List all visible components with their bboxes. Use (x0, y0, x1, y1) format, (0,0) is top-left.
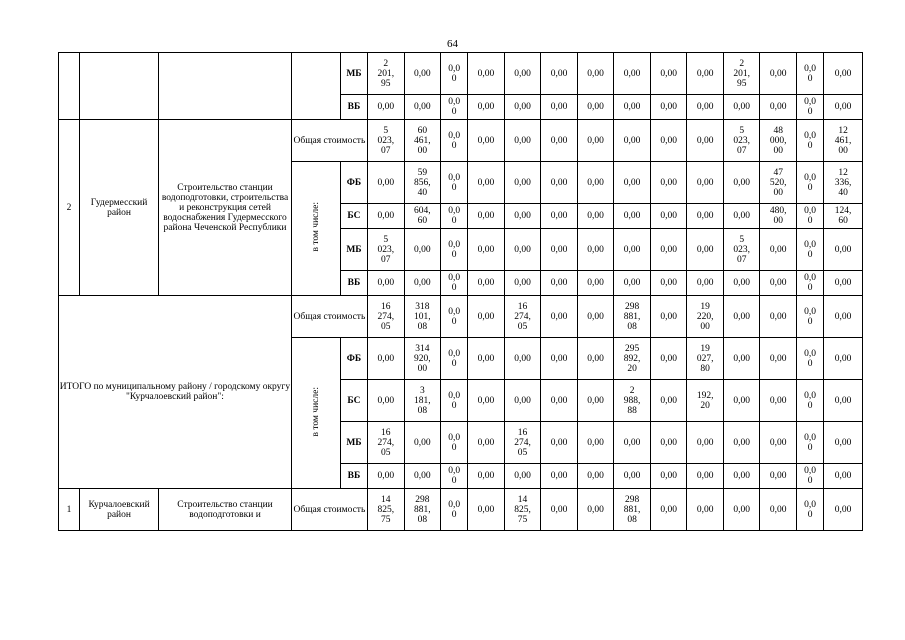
value-cell: 0,00 (760, 296, 797, 338)
value-cell: 0,00 (650, 464, 687, 489)
value-cell: 0,00 (614, 464, 651, 489)
value-cell: 0,00 (577, 53, 614, 95)
value-cell: 0,00 (614, 120, 651, 162)
value-cell: 0,00 (368, 338, 405, 380)
value-cell: 0,00 (541, 489, 578, 531)
value-cell: 60 461, 00 (404, 120, 441, 162)
value-cell: 0,00 (504, 204, 541, 229)
value-cell: 0,00 (723, 422, 760, 464)
value-cell: 0,00 (824, 422, 863, 464)
value-cell: 0,0 0 (441, 338, 468, 380)
value-cell: 0,00 (723, 162, 760, 204)
value-cell: 2 201, 95 (723, 53, 760, 95)
value-cell: 0,00 (723, 338, 760, 380)
value-cell: 0,00 (404, 271, 441, 296)
value-cell: 0,0 0 (797, 296, 824, 338)
table-row (59, 489, 863, 531)
fund-label: ВБ (340, 464, 367, 489)
value-cell: 0,00 (468, 338, 505, 380)
empty-cell (59, 53, 80, 120)
value-cell: 0,00 (504, 229, 541, 271)
including-label: в том числе: (310, 386, 321, 437)
value-cell: 0,00 (614, 95, 651, 120)
value-cell: 0,00 (404, 53, 441, 95)
value-cell: 0,0 0 (797, 162, 824, 204)
value-cell: 0,00 (468, 162, 505, 204)
value-cell: 0,0 0 (441, 380, 468, 422)
budget-table (58, 52, 863, 531)
value-cell: 0,00 (504, 464, 541, 489)
value-cell: 0,00 (614, 229, 651, 271)
value-cell: 0,00 (468, 120, 505, 162)
value-cell: 0,00 (504, 120, 541, 162)
value-cell: 0,00 (504, 53, 541, 95)
value-cell: 0,00 (468, 489, 505, 531)
value-cell: 0,00 (760, 464, 797, 489)
value-cell: 12 336, 40 (824, 162, 863, 204)
value-cell: 0,00 (824, 338, 863, 380)
value-cell: 0,00 (368, 95, 405, 120)
value-cell: 0,00 (687, 422, 724, 464)
value-cell: 0,00 (541, 204, 578, 229)
value-cell: 0,00 (504, 380, 541, 422)
fund-label: БС (340, 380, 367, 422)
value-cell: 604, 60 (404, 204, 441, 229)
value-cell: 0,00 (687, 464, 724, 489)
value-cell: 0,00 (824, 296, 863, 338)
value-cell: 0,00 (541, 95, 578, 120)
fund-label: МБ (340, 422, 367, 464)
value-cell: 14 825, 75 (504, 489, 541, 531)
value-cell: 16 274, 05 (368, 422, 405, 464)
value-cell: 0,0 0 (797, 120, 824, 162)
value-cell: 0,00 (723, 95, 760, 120)
value-cell: 0,00 (577, 489, 614, 531)
value-cell: 0,00 (541, 464, 578, 489)
value-cell: 2 988, 88 (614, 380, 651, 422)
value-cell: 298 881, 08 (614, 489, 651, 531)
value-cell: 12 461, 00 (824, 120, 863, 162)
value-cell: 59 856, 40 (404, 162, 441, 204)
value-cell: 0,00 (824, 380, 863, 422)
value-cell: 0,0 0 (441, 464, 468, 489)
value-cell: 0,00 (577, 338, 614, 380)
value-cell: 0,00 (541, 120, 578, 162)
value-cell: 0,00 (687, 53, 724, 95)
value-cell: 0,00 (368, 271, 405, 296)
value-cell: 0,00 (504, 95, 541, 120)
value-cell: 0,00 (687, 489, 724, 531)
value-cell: 47 520, 00 (760, 162, 797, 204)
value-cell: 0,00 (541, 422, 578, 464)
value-cell: 19 027, 80 (687, 338, 724, 380)
value-cell: 0,00 (760, 422, 797, 464)
value-cell: 48 000, 00 (760, 120, 797, 162)
value-cell: 0,0 0 (441, 229, 468, 271)
value-cell: 0,00 (468, 271, 505, 296)
value-cell: 0,00 (577, 120, 614, 162)
project-description: Строительство станции водоподготовки, строительства и реконструкция сетей водоснабжения Гудермесского района Чеченской Республики (159, 120, 292, 296)
fund-label: ФБ (340, 338, 367, 380)
value-cell: 0,00 (760, 95, 797, 120)
value-cell: 0,0 0 (441, 296, 468, 338)
value-cell: 0,00 (577, 271, 614, 296)
value-cell: 2 201, 95 (368, 53, 405, 95)
value-cell: 0,00 (650, 229, 687, 271)
value-cell: 0,00 (577, 95, 614, 120)
value-cell: 0,0 0 (797, 489, 824, 531)
value-cell: 0,00 (650, 489, 687, 531)
value-cell: 0,00 (687, 204, 724, 229)
value-cell: 0,00 (541, 271, 578, 296)
value-cell: 0,00 (368, 464, 405, 489)
empty-cell (79, 53, 158, 120)
row-number: 1 (59, 489, 80, 531)
value-cell: 0,00 (577, 422, 614, 464)
value-cell: 0,00 (541, 53, 578, 95)
value-cell: 0,00 (650, 422, 687, 464)
value-cell: 0,00 (824, 95, 863, 120)
value-cell: 0,0 0 (797, 380, 824, 422)
value-cell: 0,00 (468, 53, 505, 95)
value-cell: 0,00 (687, 271, 724, 296)
value-cell: 0,00 (650, 204, 687, 229)
value-cell: 0,00 (541, 338, 578, 380)
value-cell: 16 274, 05 (368, 296, 405, 338)
value-cell: 0,0 0 (797, 464, 824, 489)
value-cell: 298 881, 08 (614, 296, 651, 338)
value-cell: 0,00 (614, 271, 651, 296)
fund-label: МБ (340, 53, 367, 95)
value-cell: 0,00 (650, 120, 687, 162)
value-cell: 0,0 0 (441, 53, 468, 95)
value-cell: 0,0 0 (797, 204, 824, 229)
district-name: Курчалоевский район (79, 489, 158, 531)
fund-label: ВБ (340, 271, 367, 296)
fund-label: БС (340, 204, 367, 229)
value-cell: 5 023, 07 (723, 120, 760, 162)
value-cell: 0,00 (468, 204, 505, 229)
value-cell: 14 825, 75 (368, 489, 405, 531)
value-cell: 0,00 (614, 162, 651, 204)
value-cell: 0,00 (760, 271, 797, 296)
table-row (59, 120, 863, 162)
value-cell: 124, 60 (824, 204, 863, 229)
district-name: Гудермесский район (79, 120, 158, 296)
summary-label: ИТОГО по муниципальному району / городскому округу "Курчалоевский район": (59, 296, 292, 489)
value-cell: 0,0 0 (797, 271, 824, 296)
fund-label: МБ (340, 229, 367, 271)
value-cell: 0,0 0 (441, 271, 468, 296)
value-cell: 0,00 (541, 229, 578, 271)
value-cell: 0,00 (614, 204, 651, 229)
empty-cell (291, 53, 340, 120)
value-cell: 16 274, 05 (504, 296, 541, 338)
including-label-cell (291, 338, 340, 489)
value-cell: 0,00 (824, 464, 863, 489)
value-cell: 0,00 (824, 271, 863, 296)
value-cell: 0,0 0 (441, 95, 468, 120)
value-cell: 0,00 (504, 338, 541, 380)
value-cell: 16 274, 05 (504, 422, 541, 464)
value-cell: 0,0 0 (797, 229, 824, 271)
value-cell: 0,0 0 (441, 489, 468, 531)
value-cell: 0,00 (650, 53, 687, 95)
total-cost-label: Общая стоимость (291, 120, 367, 162)
value-cell: 0,00 (368, 204, 405, 229)
value-cell: 480, 00 (760, 204, 797, 229)
value-cell: 298 881, 08 (404, 489, 441, 531)
value-cell: 318 101, 08 (404, 296, 441, 338)
value-cell: 0,00 (760, 338, 797, 380)
value-cell: 0,00 (687, 162, 724, 204)
value-cell: 0,0 0 (797, 338, 824, 380)
value-cell: 0,00 (723, 464, 760, 489)
value-cell: 0,00 (760, 53, 797, 95)
value-cell: 295 892, 20 (614, 338, 651, 380)
value-cell: 5 023, 07 (368, 120, 405, 162)
page-number: 64 (447, 38, 458, 50)
value-cell: 0,00 (760, 229, 797, 271)
value-cell: 0,00 (650, 95, 687, 120)
value-cell: 0,00 (577, 464, 614, 489)
value-cell: 0,0 0 (441, 162, 468, 204)
value-cell: 0,00 (824, 229, 863, 271)
value-cell: 192, 20 (687, 380, 724, 422)
value-cell: 0,00 (723, 380, 760, 422)
value-cell: 0,00 (760, 489, 797, 531)
project-description: Строительство станции водоподготовки и (159, 489, 292, 531)
value-cell: 0,00 (577, 204, 614, 229)
value-cell: 0,0 0 (441, 120, 468, 162)
value-cell: 3 181, 08 (404, 380, 441, 422)
value-cell: 0,00 (541, 380, 578, 422)
value-cell: 0,00 (504, 162, 541, 204)
value-cell: 0,00 (368, 380, 405, 422)
table-row (59, 53, 863, 95)
value-cell: 0,00 (468, 464, 505, 489)
value-cell: 0,00 (404, 422, 441, 464)
value-cell: 0,00 (468, 422, 505, 464)
value-cell: 0,0 0 (441, 422, 468, 464)
fund-label: ФБ (340, 162, 367, 204)
value-cell: 0,00 (723, 204, 760, 229)
value-cell: 0,00 (723, 271, 760, 296)
value-cell: 5 023, 07 (368, 229, 405, 271)
value-cell: 0,00 (687, 120, 724, 162)
value-cell: 0,00 (614, 53, 651, 95)
value-cell: 0,00 (468, 229, 505, 271)
value-cell: 0,0 0 (797, 422, 824, 464)
value-cell: 0,00 (614, 422, 651, 464)
total-cost-label: Общая стоимость (291, 489, 367, 531)
value-cell: 0,00 (577, 296, 614, 338)
value-cell: 0,00 (404, 229, 441, 271)
empty-cell (159, 53, 292, 120)
value-cell: 0,00 (723, 489, 760, 531)
row-number: 2 (59, 120, 80, 296)
value-cell: 0,00 (504, 271, 541, 296)
value-cell: 0,00 (650, 296, 687, 338)
table-row (59, 296, 863, 338)
value-cell: 0,00 (650, 162, 687, 204)
value-cell: 0,00 (368, 162, 405, 204)
value-cell: 0,00 (760, 380, 797, 422)
value-cell: 0,00 (468, 95, 505, 120)
value-cell: 0,00 (468, 296, 505, 338)
value-cell: 0,00 (650, 338, 687, 380)
value-cell: 0,00 (650, 271, 687, 296)
value-cell: 0,0 0 (797, 95, 824, 120)
value-cell: 0,00 (541, 296, 578, 338)
value-cell: 314 920, 00 (404, 338, 441, 380)
value-cell: 0,00 (541, 162, 578, 204)
value-cell: 0,00 (577, 380, 614, 422)
including-label-cell (291, 162, 340, 296)
value-cell: 0,0 0 (797, 53, 824, 95)
value-cell: 0,00 (824, 489, 863, 531)
value-cell: 0,00 (404, 95, 441, 120)
value-cell: 0,00 (687, 229, 724, 271)
including-label: в том числе: (310, 202, 321, 252)
value-cell: 0,00 (723, 296, 760, 338)
value-cell: 5 023, 07 (723, 229, 760, 271)
fund-label: ВБ (340, 95, 367, 120)
total-cost-label: Общая стоимость (291, 296, 367, 338)
value-cell: 0,00 (687, 95, 724, 120)
value-cell: 0,00 (404, 464, 441, 489)
value-cell: 0,00 (824, 53, 863, 95)
value-cell: 0,0 0 (441, 204, 468, 229)
value-cell: 0,00 (650, 380, 687, 422)
value-cell: 0,00 (468, 380, 505, 422)
value-cell: 0,00 (577, 229, 614, 271)
value-cell: 0,00 (577, 162, 614, 204)
value-cell: 19 220, 00 (687, 296, 724, 338)
